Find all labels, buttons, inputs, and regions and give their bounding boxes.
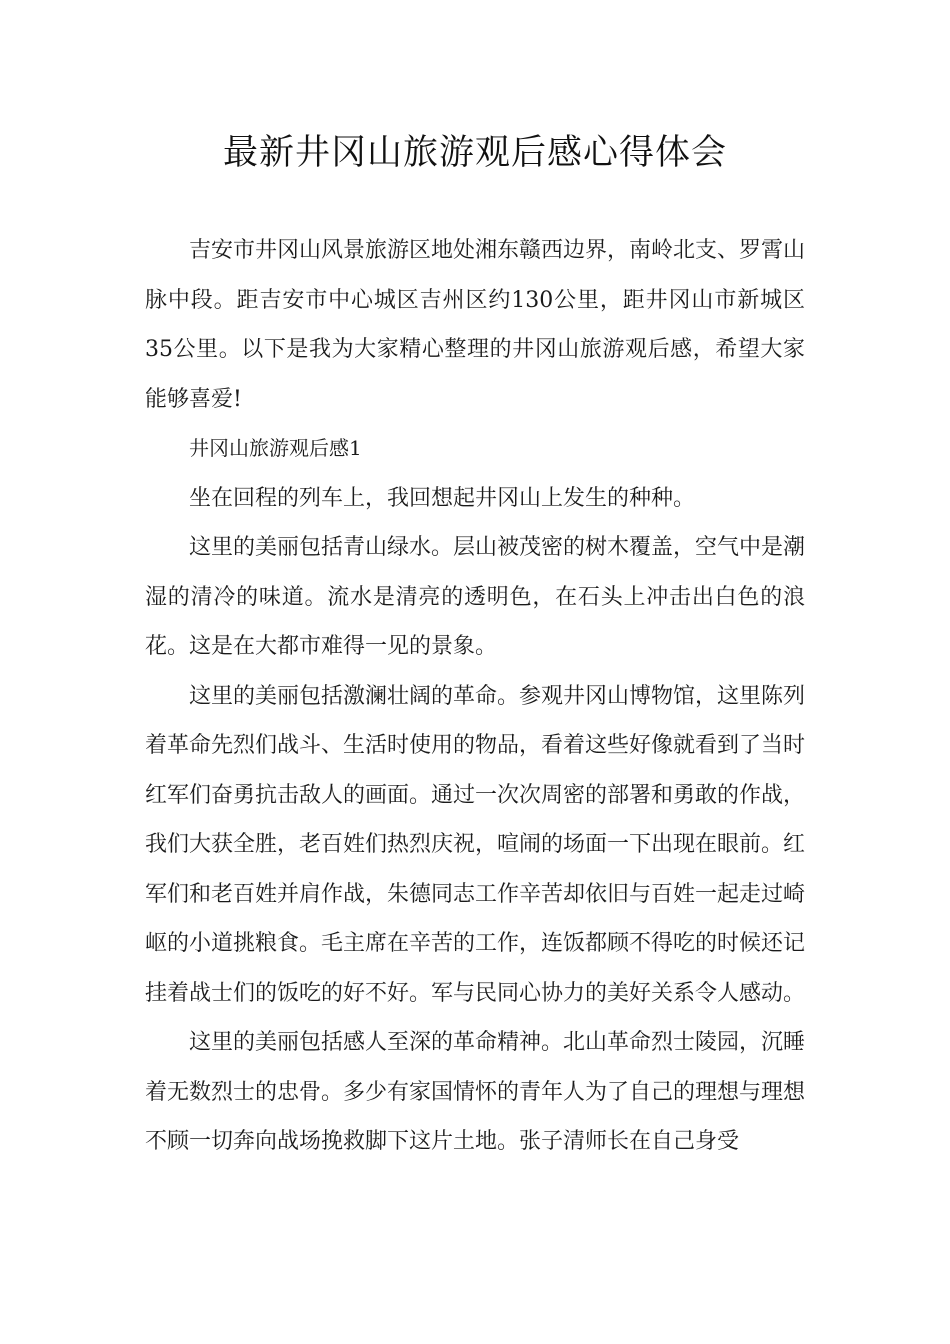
document-body — [145, 226, 805, 1167]
paragraph-intro: 吉安市井冈山风景旅游区地处湘东赣西边界，南岭北支、罗霄山脉中段。距吉安市中心城区吉州区约130公里，距井冈山市新城区35公里。以下是我为大家精心整理的井冈山旅游观后感，希望大家能够喜爱! — [145, 238, 806, 412]
document-title: 最新井冈山旅游观后感心得体会 — [222, 133, 727, 173]
paragraph-scenery: 这里的美丽包括青山绿水。层山被茂密的树木覆盖，空气中是潮湿的清冷的味道。流水是清亮的透明色，在石头上冲击出白色的浪花。这是在大都市难得一见的景象。 — [145, 535, 806, 659]
paragraph-revolution: 这里的美丽包括激澜壮阔的革命。参观井冈山博物馆，这里陈列着革命先烈们战斗、生活时使用的物品，看着这些好像就看到了当时红军们奋勇抗击敌人的画面。通过一次次周密的部署和勇敢的作战，我们大获全胜，老百姓们热烈庆祝，喧闹的场面一下出现在眼前。红军们和老百姓并肩作战，朱德同志工作辛苦却依旧与百姓一起走过崎岖的小道挑粮食。毛主席在辛苦的工作，连饭都顾不得吃的时候还记挂着战士们的饭吃的好不好。军与民同心协力的美好关系令人感动。 — [145, 683, 806, 1006]
paragraph-spirit: 这里的美丽包括感人至深的革命精神。北山革命烈士陵园，沉睡着无数烈士的忠骨。多少有家国情怀的青年人为了自己的理想与理想不顾一切奔向战场挽救脚下这片土地。张子清师长在自己身受 — [145, 1030, 806, 1154]
section-heading: 井冈山旅游观后感1 — [189, 436, 362, 460]
paragraph-train: 坐在回程的列车上，我回想起井冈山上发生的种种。 — [189, 485, 696, 511]
